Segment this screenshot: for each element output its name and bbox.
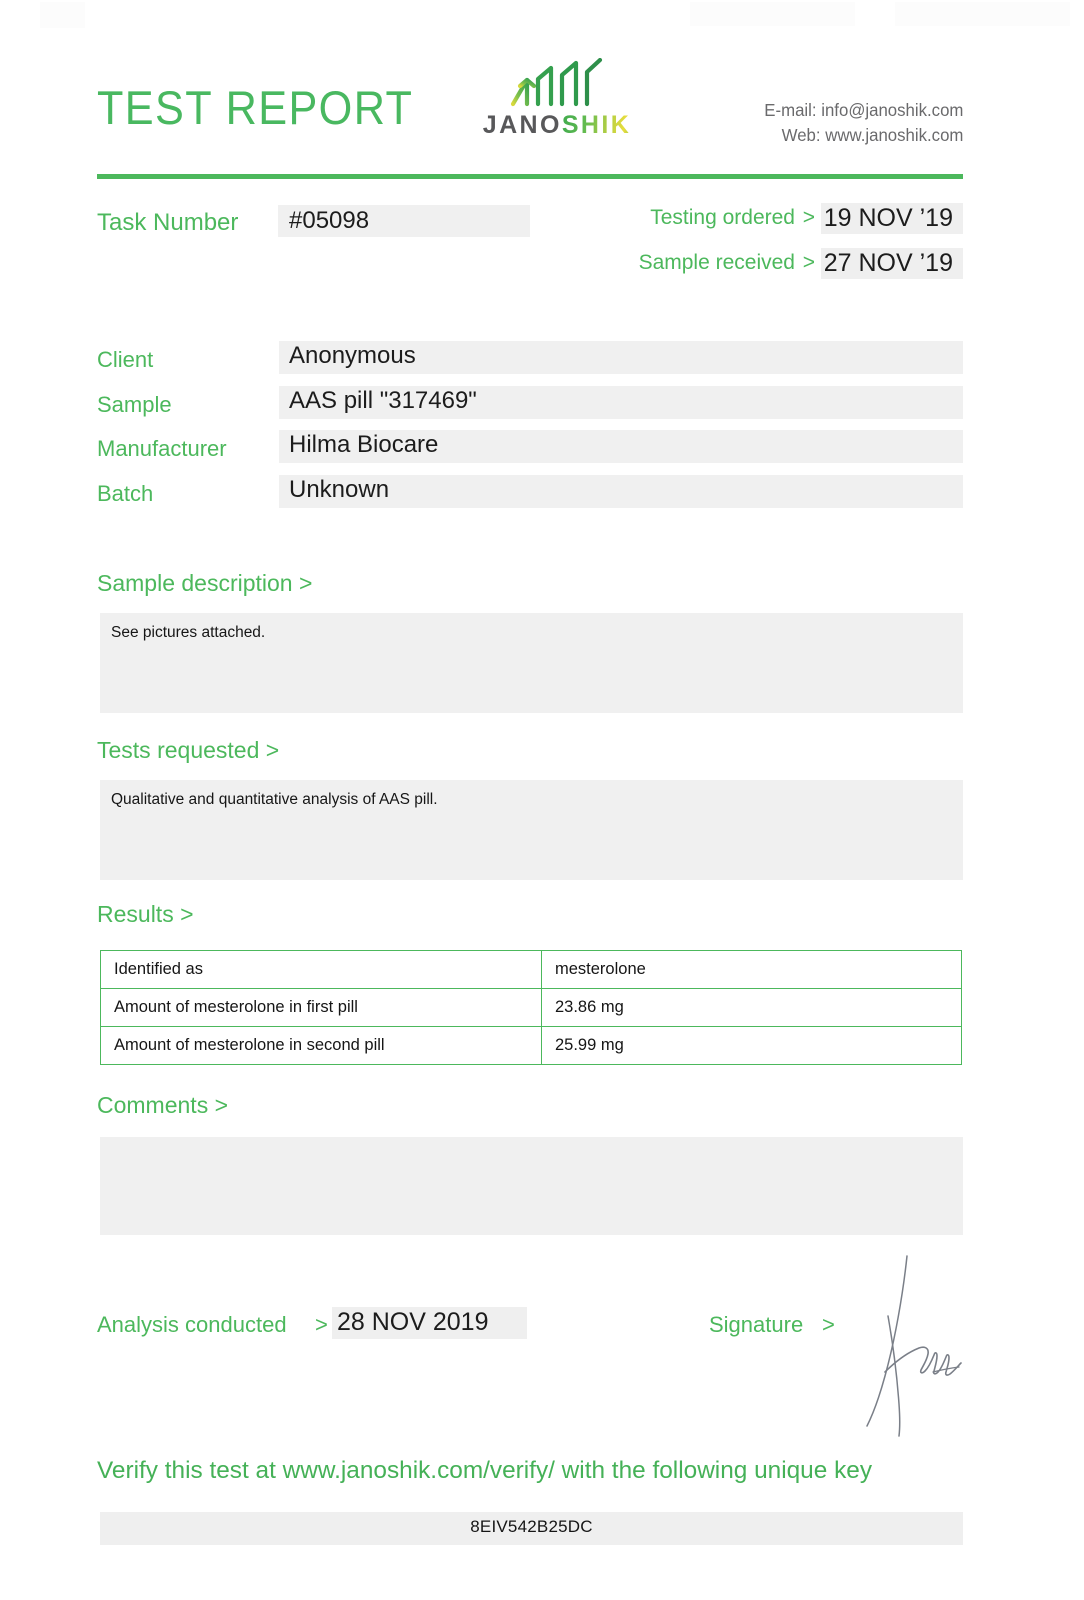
sample-received-row <box>593 248 963 282</box>
signature-label: Signature <box>709 1312 804 1337</box>
result-value: 25.99 mg <box>542 1027 962 1065</box>
analysis-conducted-separator: > <box>315 1312 328 1337</box>
scan-artifact <box>895 2 1070 26</box>
sample-received-separator: > <box>802 251 815 274</box>
client-value: Anonymous <box>289 342 416 369</box>
sample-received-value: 27 NOV ’19 <box>823 249 953 277</box>
table-row <box>101 951 962 989</box>
sample-description-heading: Sample description > <box>97 570 313 596</box>
verify-instructions: Verify this test at www.janoshik.com/verify/ with the following unique key <box>97 1457 873 1484</box>
logo-word-shik: SHIK <box>561 111 632 139</box>
field-row-batch <box>97 475 963 520</box>
analysis-conducted-label: Analysis conducted <box>97 1312 287 1337</box>
logo-word-jano: JANO <box>482 111 562 139</box>
signature-separator: > <box>822 1312 835 1337</box>
analysis-conducted-row <box>97 1307 597 1343</box>
tests-requested-text: Qualitative and quantitative analysis of AAS pill. <box>111 791 438 808</box>
contact-info <box>764 98 963 148</box>
result-label: Amount of mesterolone in first pill <box>101 989 542 1027</box>
sample-received-label: Sample received <box>638 251 795 274</box>
client-label: Client <box>97 347 154 372</box>
manufacturer-value: Hilma Biocare <box>289 431 439 458</box>
task-and-dates-row <box>97 203 963 287</box>
analysis-conducted-value: 28 NOV 2019 <box>337 1308 489 1336</box>
unique-key-value: 8EIV542B25DC <box>470 1517 593 1536</box>
field-row-manufacturer <box>97 430 963 475</box>
contact-email: E-mail: info@janoshik.com <box>763 100 963 120</box>
results-table <box>100 950 962 1065</box>
comments-box <box>100 1137 963 1235</box>
results-heading: Results > <box>97 901 194 927</box>
sample-description-text: See pictures attached. <box>111 624 266 641</box>
sample-label: Sample <box>97 391 172 417</box>
logo-chart-arrow-icon <box>507 58 607 110</box>
batch-label: Batch <box>97 480 154 506</box>
scan-artifact <box>690 2 855 26</box>
result-value: mesterolone <box>542 951 962 989</box>
contact-web: Web: www.janoshik.com <box>781 124 963 145</box>
signature-image <box>845 1248 975 1438</box>
report-header <box>97 58 963 168</box>
result-label: Identified as <box>101 951 542 989</box>
comments-heading: Comments > <box>97 1092 229 1118</box>
tests-requested-heading: Tests requested > <box>97 737 280 763</box>
testing-ordered-label: Testing ordered <box>650 206 795 229</box>
logo-wordmark <box>457 113 657 138</box>
page-title: TEST REPORT <box>97 81 414 134</box>
task-number-label: Task Number <box>97 209 239 236</box>
testing-ordered-separator: > <box>802 206 815 229</box>
janoshik-logo <box>457 58 657 138</box>
testing-ordered-value: 19 NOV ’19 <box>823 204 953 232</box>
table-row <box>101 1027 962 1065</box>
client-fields <box>97 341 963 519</box>
task-number-value: #05098 <box>289 207 370 234</box>
result-value: 23.86 mg <box>542 989 962 1027</box>
field-row-sample <box>97 386 963 431</box>
sample-value: AAS pill "317469" <box>289 386 477 414</box>
scan-artifact <box>40 2 85 28</box>
result-label: Amount of mesterolone in second pill <box>101 1027 542 1065</box>
testing-ordered-row <box>593 203 963 237</box>
header-divider <box>97 174 963 179</box>
batch-value: Unknown <box>289 475 390 503</box>
table-row <box>101 989 962 1027</box>
field-row-client <box>97 341 963 386</box>
manufacturer-label: Manufacturer <box>97 436 227 461</box>
